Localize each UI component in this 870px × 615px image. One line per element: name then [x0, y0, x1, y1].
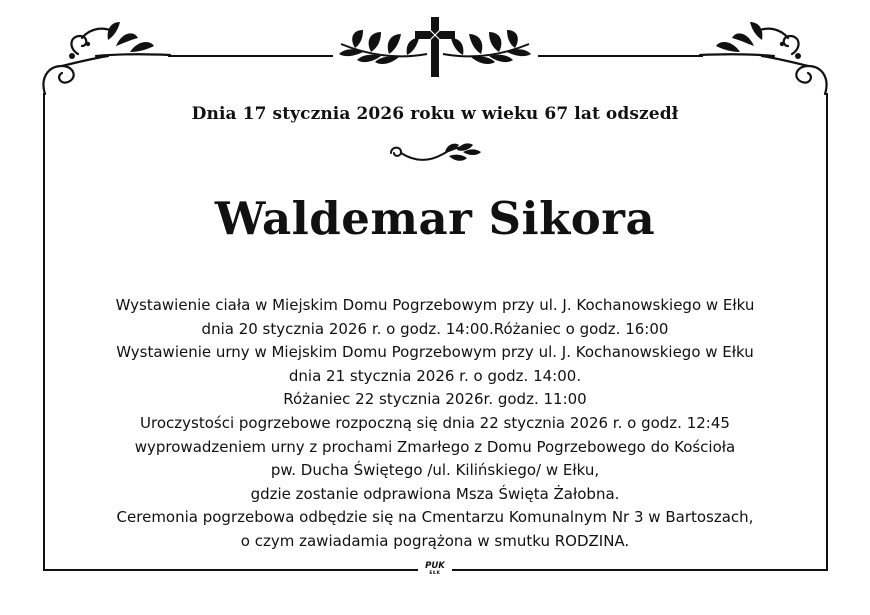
logo-sub-text: EŁK: [429, 571, 441, 576]
detail-line: dnia 20 stycznia 2026 r. o godz. 14:00.Różaniec o godz. 16:00: [201, 319, 669, 338]
frame-top-rule-right: [538, 55, 703, 57]
funeral-home-logo: [418, 562, 452, 578]
logo-main-text: PUK: [425, 561, 445, 571]
cross-with-leaves-icon: [335, 14, 535, 80]
detail-line: Wystawienie urny w Miejskim Domu Pogrzebowym przy ul. J. Kochanowskiego w Ełku: [116, 343, 754, 362]
ceremony-details: [0, 294, 870, 554]
detail-line: pw. Ducha Świętego /ul. Kilińskiego/ w Ełku,: [270, 461, 600, 480]
intro-line: Dnia 17 stycznia 2026 roku w wieku 67 lat odszedł: [191, 104, 679, 124]
detail-line: Uroczystości pogrzebowe rozpoczną się dnia 22 stycznia 2026 r. o godz. 12:45: [140, 413, 730, 432]
frame-top-rule-left: [168, 55, 333, 57]
detail-line: dnia 21 stycznia 2026 r. o godz. 14:00.: [288, 366, 582, 385]
detail-line: Różaniec 22 stycznia 2026r. godz. 11:00: [283, 390, 587, 409]
detail-line: wyprowadzeniem urny z prochami Zmarłego z Domu Pogrzebowego do Kościoła: [134, 437, 736, 456]
floral-swirl-icon: [692, 18, 832, 100]
detail-line: gdzie zostanie odprawiona Msza Święta Żałobna.: [250, 484, 620, 503]
detail-line: Ceremonia pogrzebowa odbędzie się na Cmentarzu Komunalnym Nr 3 w Bartoszach,: [116, 508, 754, 527]
detail-line: o czym zawiadamia pogrążona w smutku RODZINA.: [240, 531, 630, 550]
floral-swirl-icon: [38, 18, 178, 100]
vine-divider-icon: [385, 140, 485, 166]
detail-line: Wystawienie ciała w Miejskim Domu Pogrzebowym przy ul. J. Kochanowskiego w Ełku: [115, 296, 755, 314]
deceased-name: Waldemar Sikora: [214, 192, 656, 245]
